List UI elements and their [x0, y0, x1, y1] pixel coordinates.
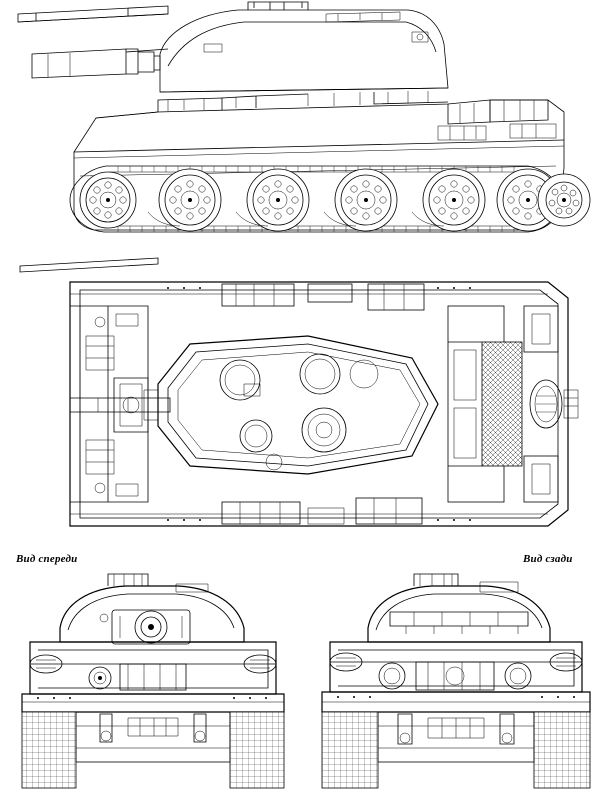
- front-hull: [22, 642, 284, 712]
- front-running-gear: [22, 712, 284, 788]
- side-stowage-boxes: [438, 124, 556, 140]
- side-track: [70, 166, 562, 232]
- rear-elevation-svg: [310, 566, 602, 798]
- front-elevation-view: [8, 566, 298, 798]
- rear-turret: [368, 574, 550, 642]
- plan-rivet-rows: [167, 287, 471, 521]
- side-idler-wheel: [80, 172, 136, 228]
- side-elevation-view: [8, 0, 606, 248]
- road-wheel: [423, 169, 485, 231]
- rear-hull: [322, 642, 590, 712]
- top-plan-svg: [8, 250, 606, 550]
- side-hull-upper: [74, 91, 564, 170]
- road-wheel: [159, 169, 221, 231]
- front-turret: [60, 574, 244, 644]
- rear-view-caption: Вид сзади: [523, 553, 573, 565]
- front-view-caption: Вид спереди: [16, 553, 78, 565]
- side-road-wheels: [159, 169, 559, 231]
- front-elevation-svg: [8, 566, 298, 798]
- plan-engine-deck: [448, 306, 578, 502]
- plan-turret: [144, 336, 438, 474]
- side-hull-lower: [74, 166, 564, 230]
- side-gun-barrel: [18, 6, 168, 52]
- side-gun-barrel-lower: [32, 49, 160, 78]
- plan-gun-barrel: [20, 258, 158, 412]
- road-wheel: [335, 169, 397, 231]
- side-elevation-svg: [8, 0, 606, 248]
- rear-running-gear: [322, 712, 590, 788]
- plan-forward-deck-details: [222, 284, 424, 524]
- side-drive-sprocket: [538, 174, 590, 226]
- road-wheel: [247, 169, 309, 231]
- rear-elevation-view: [310, 566, 602, 798]
- side-turret: [160, 2, 448, 92]
- top-plan-view: [8, 250, 606, 550]
- plan-side-boxes: [86, 314, 138, 496]
